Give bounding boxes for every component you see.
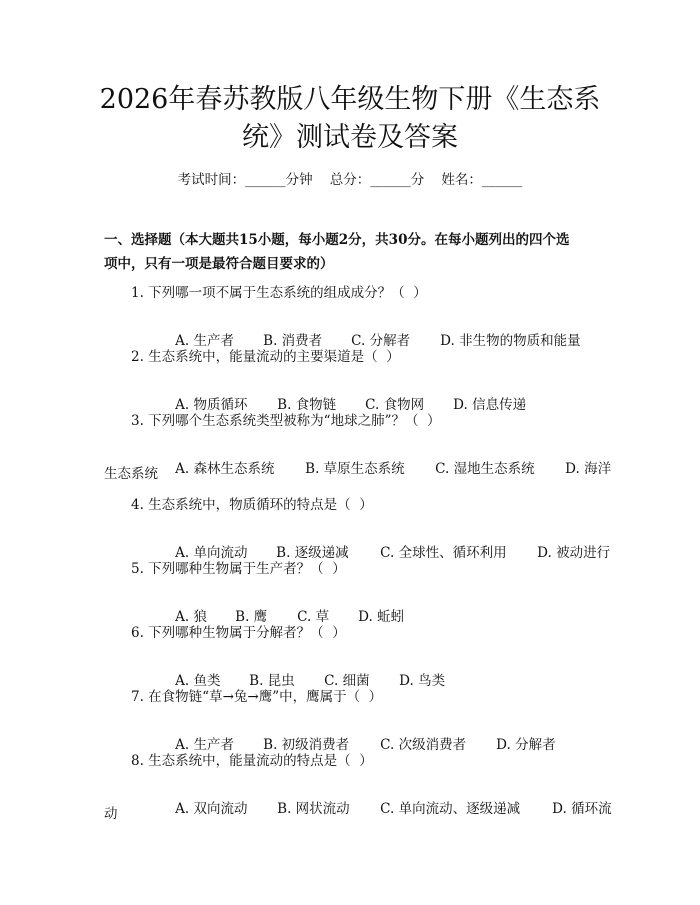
section-heading-line1: 一、选择题（本大题共15小题，每小题2分，共30分。在每小题列出的四个选 [104,232,570,248]
option: D. 被动进行 [537,545,611,561]
option: B. 消费者 [263,333,323,349]
option: B. 草原生态系统 [305,461,405,477]
question-5: 5. 下列哪种生物属于生产者？（ ） [131,561,346,577]
question-8-options [158,781,612,833]
option: B. 初级消费者 [263,737,350,753]
option: D. 信息传递 [453,397,527,413]
option: A. 物质循环 [175,397,248,413]
option: D. 非生物的物质和能量 [440,333,581,349]
question-3-options [158,441,611,493]
option: D. 海洋 [565,461,612,477]
option: C. 全球性、循环利用 [380,545,507,561]
question-3: 3. 下列哪个生态系统类型被称为“地球之肺”？（ ） [131,413,441,429]
question-1: 1. 下列哪一项不属于生态系统的组成成分？（ ） [131,285,427,301]
option: B. 鹰 [235,609,268,625]
section-heading-line2: 项中，只有一项是最符合题目要求的） [104,256,334,272]
option: A. 双向流动 [175,801,248,817]
exam-info-line: 考试时间：______分钟 总分：______分 姓名：______ [177,172,523,188]
option: B. 逐级递减 [276,545,349,561]
section-heading [104,228,604,276]
option: C. 次级消费者 [380,737,467,753]
question-3-options-wrap: 生态系统 [104,466,158,482]
page-title-line1: 2026年春苏教版八年级生物下册《生态系 [99,84,601,115]
option: B. 食物链 [277,397,337,413]
question-8-options-wrap: 动 [104,806,118,822]
option: A. 森林生态系统 [175,461,275,477]
question-8: 8. 生态系统中，能量流动的特点是（ ） [131,753,373,769]
option: A. 生产者 [175,737,235,753]
option: C. 食物网 [365,397,425,413]
question-2: 2. 生态系统中，能量流动的主要渠道是（ ） [131,349,400,365]
option: C. 湿地生态系统 [435,461,535,477]
question-7: 7. 在食物链“草→兔→鹰”中，鹰属于（ ） [131,689,383,705]
question-6: 6. 下列哪种生物属于分解者？（ ） [131,625,346,641]
option: A. 鱼类 [175,673,221,689]
question-4: 4. 生态系统中，物质循环的特点是（ ） [131,497,373,513]
option: A. 生产者 [175,333,235,349]
option: B. 昆虫 [249,673,295,689]
option: C. 单向流动、逐级递减 [380,801,521,817]
option: B. 网状流动 [277,801,350,817]
option: C. 细菌 [324,673,370,689]
option: A. 狼 [175,609,208,625]
option: C. 草 [297,609,330,625]
option: D. 循环流 [552,801,612,817]
option: D. 蚯蚓 [358,609,405,625]
option: D. 鸟类 [399,673,446,689]
option: D. 分解者 [496,737,556,753]
option: C. 分解者 [351,333,411,349]
page-title-line2: 统》测试卷及答案 [242,122,458,153]
option: A. 单向流动 [175,545,248,561]
